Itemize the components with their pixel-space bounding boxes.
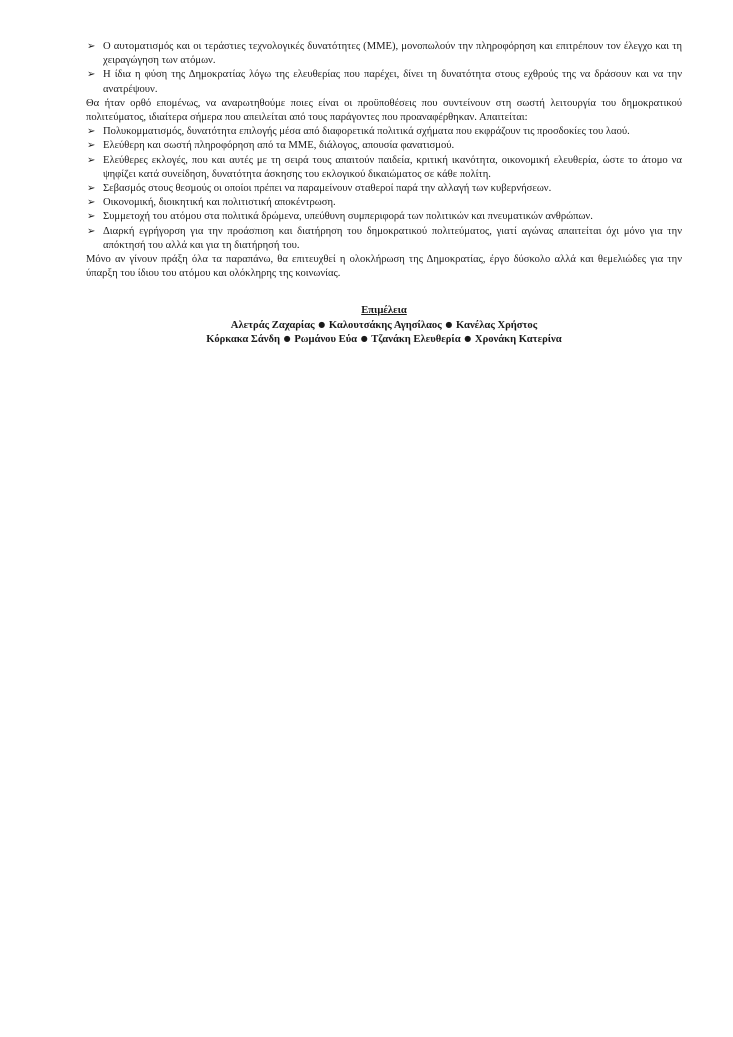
list-item-text: Πολυκομματισμός, δυνατότητα επιλογής μέσα από διαφορετικά πολιτικά σχήματα που εκφράζουν τις προσδοκίες του λαού. <box>103 126 630 138</box>
credits-line-1 <box>86 319 682 333</box>
author-name: Τζανάκη Ελευθερία <box>371 333 461 345</box>
author-name: Χρονάκη Κατερίνα <box>474 333 562 345</box>
author-name: Κόρκακα Σάνδη <box>206 333 281 345</box>
list-item <box>86 210 682 224</box>
list-item-text: Η ίδια η φύση της Δημοκρατίας λόγω της ελευθερίας που παρέχει, δίνει τη δυνατότητα στους εχθρούς της να δράσουν και να την ανατρέψουν. <box>103 69 682 95</box>
arrow-bullet-icon: ➢ <box>87 154 96 166</box>
list-item <box>86 182 682 196</box>
arrow-bullet-icon: ➢ <box>87 41 96 52</box>
list-item-text: Συμμετοχή του ατόμου στα πολιτικά δρώμενα, υπεύθυνη συμπεριφορά των πολιτικών και πνευματικών ανθρώπων. <box>103 211 593 223</box>
arrow-bullet-icon: ➢ <box>87 140 96 152</box>
separator-dot: ● <box>464 333 472 343</box>
author-name: Αλετράς Ζαχαρίας <box>230 319 315 331</box>
paragraph-prerequisites: Θα ήταν ορθό επομένως, να αναρωτηθούμε ποιες είναι οι προϋποθέσεις που συντείνουν στη σωστή λειτουργία του δημοκρατικού πολιτεύματος, ιδιαίτερα σήμερα που απειλείται από τους παράγοντες που προαναφέρθηκαν. Απαιτείται: <box>86 97 682 124</box>
list-item <box>86 139 682 153</box>
separator-dot: ● <box>283 333 291 343</box>
threats-list <box>86 40 682 97</box>
prerequisites-list <box>86 125 682 253</box>
list-item <box>86 40 682 68</box>
list-item-text: Ελεύθερη και σωστή πληροφόρηση από τα ΜΜΕ, διάλογος, απουσία φανατισμού. <box>103 140 455 152</box>
list-item-text: Ελεύθερες εκλογές, που και αυτές με τη σειρά τους απαιτούν παιδεία, κριτική ικανότητα, οικονομική ελευθερία, ώστε το άτομο να ψηφίζει κατά συνείδηση, δυνατότητα άσκησης του εκλογικού δικαιώματος σε κάθε πολίτη. <box>103 154 682 180</box>
list-item-text: Διαρκή εγρήγορση για την προάσπιση και διατήρηση του δημοκρατικού πολιτεύματος, γιατί αγώνας απαιτείται όχι μόνο για την απόκτησή του αλλά και για τη διατήρησή του. <box>103 225 682 251</box>
paragraph-conclusion: Μόνο αν γίνουν πράξη όλα τα παραπάνω, θα επιτευχθεί η ολοκλήρωση της Δημοκρατίας, έργο δύσκολο αλλά και θεμελιώδες για την ύπαρξη του ίδιου του ατόμου και ολόκληρης της κοινωνίας. <box>86 254 682 280</box>
arrow-bullet-icon: ➢ <box>87 225 96 237</box>
document-page <box>86 40 682 347</box>
list-item <box>86 196 682 210</box>
separator-dot: ● <box>318 319 326 329</box>
list-item <box>86 125 682 139</box>
list-item-text: Οικονομική, διοικητική και πολιτιστική αποκέντρωση. <box>103 197 336 209</box>
arrow-bullet-icon: ➢ <box>87 183 96 195</box>
separator-dot: ● <box>360 333 368 343</box>
list-item <box>86 154 682 182</box>
arrow-bullet-icon: ➢ <box>87 69 96 81</box>
list-item-text: Σεβασμός στους θεσμούς οι οποίοι πρέπει να παραμείνουν σταθεροί παρά την αλλαγή των κυβερνήσεων. <box>103 183 552 195</box>
arrow-bullet-icon: ➢ <box>87 126 96 138</box>
arrow-bullet-icon: ➢ <box>87 197 96 209</box>
list-item <box>86 225 682 253</box>
arrow-bullet-icon: ➢ <box>87 211 96 223</box>
author-name: Καλουτσάκης Αγησίλαος <box>328 319 442 331</box>
credits-line-2 <box>86 333 682 347</box>
author-name: Κανέλας Χρήστος <box>456 319 538 331</box>
credits-block <box>86 304 682 347</box>
author-name: Ρωμάνου Εύα <box>294 333 358 345</box>
separator-dot: ● <box>445 319 453 329</box>
list-item <box>86 68 682 96</box>
credits-title: Επιμέλεια <box>361 305 407 317</box>
list-item-text: Ο αυτοματισμός και οι τεράστιες τεχνολογικές δυνατότητες (ΜΜΕ), μονοπωλούν την πληροφόρηση και επιτρέπουν τον έλεγχο και τη χειραγώγηση των ατόμων. <box>103 41 682 67</box>
